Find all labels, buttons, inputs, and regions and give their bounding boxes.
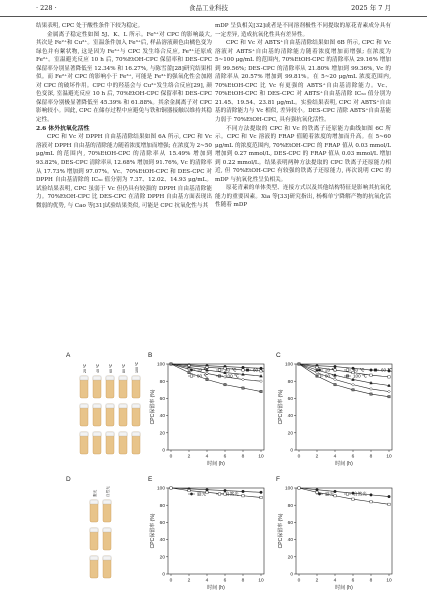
legend-label: 40 ℃ bbox=[225, 367, 237, 373]
vial-cap bbox=[103, 528, 111, 532]
data-point bbox=[260, 496, 262, 498]
vial-cap bbox=[106, 432, 114, 436]
legend-label: 100 ℃ bbox=[225, 373, 240, 379]
y-tick-label: 0 bbox=[290, 448, 293, 454]
x-tick-label: 8 bbox=[369, 454, 373, 460]
y-tick-label: 0 bbox=[162, 572, 165, 578]
legend-marker bbox=[190, 375, 192, 377]
x-tick-label: 4 bbox=[205, 454, 209, 460]
x-tick-label: 6 bbox=[351, 454, 355, 460]
legend-label: 60 ℃ bbox=[253, 367, 265, 373]
y-tick-label: 0 bbox=[290, 572, 293, 578]
paragraph: mDP 呈负相关[32]或者是不同溶剂极性不同提取的原花青素成分具有一定差异, 造成抗氧化性具有差异性。 bbox=[215, 23, 391, 38]
x-tick-label: 0 bbox=[297, 454, 301, 460]
x-axis-label: 时间 (h) bbox=[335, 461, 353, 467]
x-tick-label: 10 bbox=[258, 454, 264, 460]
panel-letter-d: D bbox=[66, 476, 71, 483]
vial-cap bbox=[132, 376, 140, 380]
x-tick-label: 2 bbox=[315, 578, 319, 584]
plot-frame bbox=[296, 364, 392, 450]
y-tick-label: 60 bbox=[287, 521, 293, 526]
data-point bbox=[334, 383, 336, 385]
y-tick-label: 40 bbox=[287, 414, 293, 420]
x-tick-label: 8 bbox=[241, 578, 245, 584]
data-point bbox=[388, 390, 391, 393]
data-point bbox=[242, 366, 245, 369]
y-tick-label: 40 bbox=[159, 414, 165, 420]
vial-cap bbox=[93, 432, 101, 436]
paragraph: CPC 和 Vc 对 DPPH 自由基清除结果如图 6A 所示, CPC 和 Vc 溶液对 DPPH 自由基的清除能力随着浓度增加而增强; 在浓度为 2~50 μg/mL 的范围内, 70%EtOH-CPC 的清除率从 15.49% 增加到 93.82%, DES-CPC 清除率从 12.68% 增加到 91.76%, Vc 的清除率从 17.73% 增加到 97.07%。Vc、70%EtOH-CPC 和 DES-CPC 对 DPPH 自由基清除的 IC₅₀ 值分别为 7.37、12.02、14.93 μg/mL。试验结果表明, CPC 虽弱于 Vc 但仍具有较强的 DPPH 自由基清除能力。70%EtOH-CPC 比 DES-CPC 在清除 DPPH 自由基方面表现出微弱的优势, 与 Cao 等[31]试验结果类似, 可能是 CPC 抗氧化性与其 bbox=[36, 134, 212, 209]
data-point bbox=[242, 378, 245, 381]
legend-marker bbox=[318, 375, 320, 377]
vial-label: 避光 bbox=[93, 489, 97, 497]
x-tick-label: 4 bbox=[333, 454, 337, 460]
y-tick-label: 80 bbox=[287, 379, 293, 385]
data-point bbox=[206, 378, 208, 380]
legend-marker bbox=[374, 369, 376, 371]
vial-cap bbox=[132, 404, 140, 408]
x-tick-label: 0 bbox=[297, 578, 301, 584]
x-tick-label: 6 bbox=[351, 578, 355, 584]
vial-cap bbox=[90, 528, 98, 532]
vial-label: 60 ℃ bbox=[109, 363, 113, 373]
legend-marker bbox=[346, 375, 348, 377]
data-point bbox=[316, 491, 318, 493]
vial-cap bbox=[90, 500, 98, 504]
data-point bbox=[370, 494, 373, 497]
data-point bbox=[352, 389, 354, 391]
legend-label: 100 ℃ bbox=[353, 373, 368, 379]
vial-cap bbox=[93, 404, 101, 408]
y-axis-label: CPC保留率 (%) bbox=[278, 389, 284, 425]
y-tick-label: 80 bbox=[287, 503, 293, 509]
data-point bbox=[260, 380, 263, 383]
legend-label: 60 ℃ bbox=[381, 367, 393, 373]
chart-e-light bbox=[148, 482, 270, 594]
legend-marker bbox=[190, 493, 192, 495]
vial-cap bbox=[80, 432, 88, 436]
y-axis-label: CPC保留率 (%) bbox=[278, 513, 284, 549]
y-tick-label: 100 bbox=[156, 362, 165, 368]
x-tick-label: 2 bbox=[315, 454, 319, 460]
y-tick-label: 40 bbox=[287, 538, 293, 544]
y-tick-label: 100 bbox=[284, 486, 293, 492]
series-line bbox=[299, 488, 389, 497]
data-point bbox=[224, 383, 226, 385]
data-point bbox=[188, 489, 190, 491]
data-point bbox=[316, 371, 319, 374]
y-tick-label: 20 bbox=[159, 431, 165, 437]
page-number: · 228 · bbox=[36, 4, 57, 12]
vial-cap bbox=[90, 556, 98, 560]
legend-marker bbox=[318, 369, 320, 371]
x-tick-label: 4 bbox=[205, 578, 209, 584]
legend-marker bbox=[218, 375, 220, 377]
legend-marker bbox=[346, 493, 348, 495]
left-text-column bbox=[36, 22, 212, 344]
y-tick-label: 40 bbox=[159, 538, 165, 544]
x-axis-label: 时间 (h) bbox=[207, 461, 225, 467]
vial-label: 100 ℃ bbox=[135, 362, 139, 373]
y-tick-label: 80 bbox=[159, 503, 165, 509]
legend-marker bbox=[190, 369, 192, 371]
data-point bbox=[298, 487, 300, 489]
data-point bbox=[370, 393, 372, 395]
vial-photo-d bbox=[86, 486, 136, 586]
plot-frame bbox=[296, 488, 392, 574]
legend-label: 自然光 bbox=[353, 491, 367, 497]
y-tick-label: 20 bbox=[287, 431, 293, 437]
figure-stability bbox=[36, 352, 392, 598]
y-tick-label: 20 bbox=[287, 555, 293, 561]
data-point bbox=[242, 490, 245, 493]
x-tick-label: 8 bbox=[241, 454, 245, 460]
data-point bbox=[388, 395, 390, 397]
panel-letter-a: A bbox=[66, 352, 71, 359]
paragraph: CPC 和 Vc 对 ABTS⁺自由基清除结果如图 6B 所示, CPC 和 Vc 溶液对 ABTS⁺自由基的清除能力随着浓度增加而增强; 在浓度为 5~100 μg/mL 的范围内, 70%EtOH-CPC 的清除率从 29.16% 增加到 99.56%; DES-CPC 的清除率从 21.80% 增加到 99.36%, Vc 的清除率从 20.57% 增加到 99.81%。在 5~20 μg/mL 浓度范围内, 70%EtOH-CPC 比 Vc 有更强的 ABTS⁺自由基清除能力。Vc、70%EtOH-CPC 和 DES-CPC 对 ABTS⁺自由基清除 IC₅₀ 值分别为 21.45、19.54、23.81 μg/mL。实验结果表明, CPC 对 ABTS⁺自由基的清除能力与 Vc 相似, 差异较小。DES-CPC 清除 ABTS⁺自由基能力弱于 70%EtOH-CPC, 具有强抗氧化活性。 bbox=[215, 40, 391, 124]
x-tick-label: 4 bbox=[333, 578, 337, 584]
legend-marker bbox=[246, 369, 248, 371]
vial-cap bbox=[93, 376, 101, 380]
legend-label: 20 ℃ bbox=[325, 367, 337, 373]
data-point bbox=[242, 495, 244, 497]
x-tick-label: 10 bbox=[386, 578, 392, 584]
data-point bbox=[370, 387, 373, 390]
running-header bbox=[0, 0, 427, 17]
panel-letter-b: B bbox=[148, 352, 153, 359]
data-point bbox=[388, 495, 391, 498]
data-point bbox=[370, 374, 372, 376]
vial-cap bbox=[80, 376, 88, 380]
data-point bbox=[242, 369, 244, 371]
legend-label: 避光 bbox=[197, 491, 207, 497]
legend-label: 80 ℃ bbox=[325, 373, 337, 379]
data-point bbox=[316, 488, 319, 491]
vial-cap bbox=[119, 376, 127, 380]
legend-marker bbox=[346, 369, 348, 371]
data-point bbox=[260, 491, 263, 494]
paragraph: 不同方法提取的 CPC 和 Vc 的铁离子还原能力曲线如图 6C 所示。CPC 和 Vc 溶液的 FRAP 值随着浓度的增加而升高。在 5~60 μg/mL 的浓度范围内, 70%EtOH-CPC 的 FRAP 值从 0.03 mmol/L 增加到 0.27 mmol/L, DES-CPC 的 FRAP 值从 0.03 mmol/L 增加到 0.22 mmol/L。结果表明两种方法提取的 CPC 铁离子还原能力相近, 但 70%EtOH-CPC 有较强的铁离子还原能力, 再次说明 CPC 的 mDP 与抗氧化性呈负相关。 bbox=[215, 125, 391, 183]
panel-letter-f: F bbox=[276, 476, 280, 483]
paragraph: 金属离子稳定性如图 5J、K、L 所示。Fe³⁺对 CPC 的影响最大, 其次是 Fe²⁺和 Cu²⁺。室温条件加入 Fe³⁺后, 样品溶液颜色由橘色变为绿色并有絮状物, 这是因为 Fe³⁺与 CPC 发生络合反应, Fe³⁺还原成 Fe²⁺。室温避光反应 10 h 后, 70%EtOH-CPC 保留率和 DES-CPC 保留率分别显著降低至 12.34% 和 16.27%, 与陈雪蕾[28]研究结果相似。而 Fe²⁺对 CPC 的影响小于 Fe³⁺, 可能是 Fe³⁺的强氧化性会加剧对 CPC 的破坏作用。CPC 中的羟基会与 Cu²⁺发生络合反应[29], 颜色变深, 室温避光反应 10 h 后, 70%EtOH-CPC 保留率和 DES-CPC 保留率分别极显著降低至 45.39% 和 61.88%。其余金属离子对 CPC 影响较小。因此, CPC 在储存过程中应避免与铁和铜器接触以维持其稳定性。 bbox=[36, 31, 212, 124]
y-tick-label: 60 bbox=[287, 397, 293, 402]
x-tick-label: 6 bbox=[223, 578, 227, 584]
data-point bbox=[170, 487, 172, 489]
legend-label: 避光 bbox=[325, 491, 335, 497]
chart-b-temperature bbox=[148, 358, 270, 470]
data-point bbox=[388, 503, 390, 505]
data-point bbox=[388, 376, 390, 378]
x-tick-label: 8 bbox=[369, 578, 373, 584]
data-point bbox=[242, 387, 244, 389]
vial-cap bbox=[103, 500, 111, 504]
legend-marker bbox=[318, 493, 320, 495]
vial-cap bbox=[106, 404, 114, 408]
data-point bbox=[188, 371, 190, 373]
vial-cap bbox=[119, 404, 127, 408]
y-axis-label: CPC保留率 (%) bbox=[150, 389, 156, 425]
legend-marker bbox=[218, 369, 220, 371]
legend-label: 80 ℃ bbox=[197, 373, 209, 379]
vial-label: 80 ℃ bbox=[122, 363, 126, 373]
journal-name: 食品工业科技 bbox=[189, 4, 228, 12]
x-tick-label: 2 bbox=[187, 454, 191, 460]
vial-cap bbox=[132, 432, 140, 436]
vial-cap bbox=[80, 404, 88, 408]
data-point bbox=[260, 390, 262, 392]
data-point bbox=[170, 363, 172, 365]
legend-label: 自然光 bbox=[225, 491, 239, 497]
legend-marker bbox=[218, 493, 220, 495]
paragraph: 结果表明, CPC 处于酸性条件下较为稳定。 bbox=[36, 23, 144, 29]
vial-cap bbox=[103, 556, 111, 560]
y-tick-label: 0 bbox=[162, 448, 165, 454]
plot-frame bbox=[168, 488, 264, 574]
data-point bbox=[352, 498, 354, 500]
legend-label: 40 ℃ bbox=[353, 367, 365, 373]
right-text-column bbox=[215, 22, 391, 344]
x-tick-label: 2 bbox=[187, 578, 191, 584]
vial-label: 40 ℃ bbox=[96, 363, 100, 373]
paragraph: 原花青素的单体类型、连接方式以及其他结构特征是影响其抗氧化能力的重要因素。Xia 等[33]研究指出, 杨梅单宁降解产物的抗氧化活性随着 mDP bbox=[215, 185, 391, 209]
data-point bbox=[352, 383, 355, 386]
y-axis-label: CPC保留率 (%) bbox=[150, 513, 156, 549]
chart-c-temperature bbox=[276, 358, 398, 470]
x-axis-label: 时间 (h) bbox=[335, 585, 353, 591]
data-point bbox=[370, 501, 372, 503]
vial-photo-a bbox=[76, 362, 146, 462]
x-axis-label: 时间 (h) bbox=[207, 585, 225, 591]
x-tick-label: 6 bbox=[223, 454, 227, 460]
y-tick-label: 100 bbox=[156, 486, 165, 492]
vial-cap bbox=[119, 432, 127, 436]
y-tick-label: 60 bbox=[159, 397, 165, 402]
vial-label: 自然光 bbox=[106, 486, 110, 497]
plot-frame bbox=[168, 364, 264, 450]
series-line bbox=[171, 488, 261, 497]
panel-letter-e: E bbox=[148, 476, 153, 483]
series-line bbox=[299, 488, 389, 504]
x-tick-label: 10 bbox=[386, 454, 392, 460]
y-tick-label: 100 bbox=[284, 362, 293, 368]
section-heading: 2.6 体外抗氧化活性 bbox=[36, 124, 90, 132]
x-tick-label: 10 bbox=[258, 578, 264, 584]
y-tick-label: 80 bbox=[159, 379, 165, 385]
chart-f-light bbox=[276, 482, 398, 594]
y-tick-label: 60 bbox=[159, 521, 165, 526]
data-point bbox=[298, 363, 300, 365]
x-tick-label: 0 bbox=[169, 454, 173, 460]
data-point bbox=[370, 369, 373, 372]
panel-letter-c: C bbox=[276, 352, 281, 359]
legend-label: 20 ℃ bbox=[197, 367, 209, 373]
x-tick-label: 0 bbox=[169, 578, 173, 584]
y-tick-label: 20 bbox=[159, 555, 165, 561]
vial-label: 20 ℃ bbox=[83, 363, 87, 373]
vial-cap bbox=[106, 376, 114, 380]
issue-date: 2025 年 7 月 bbox=[351, 4, 391, 12]
